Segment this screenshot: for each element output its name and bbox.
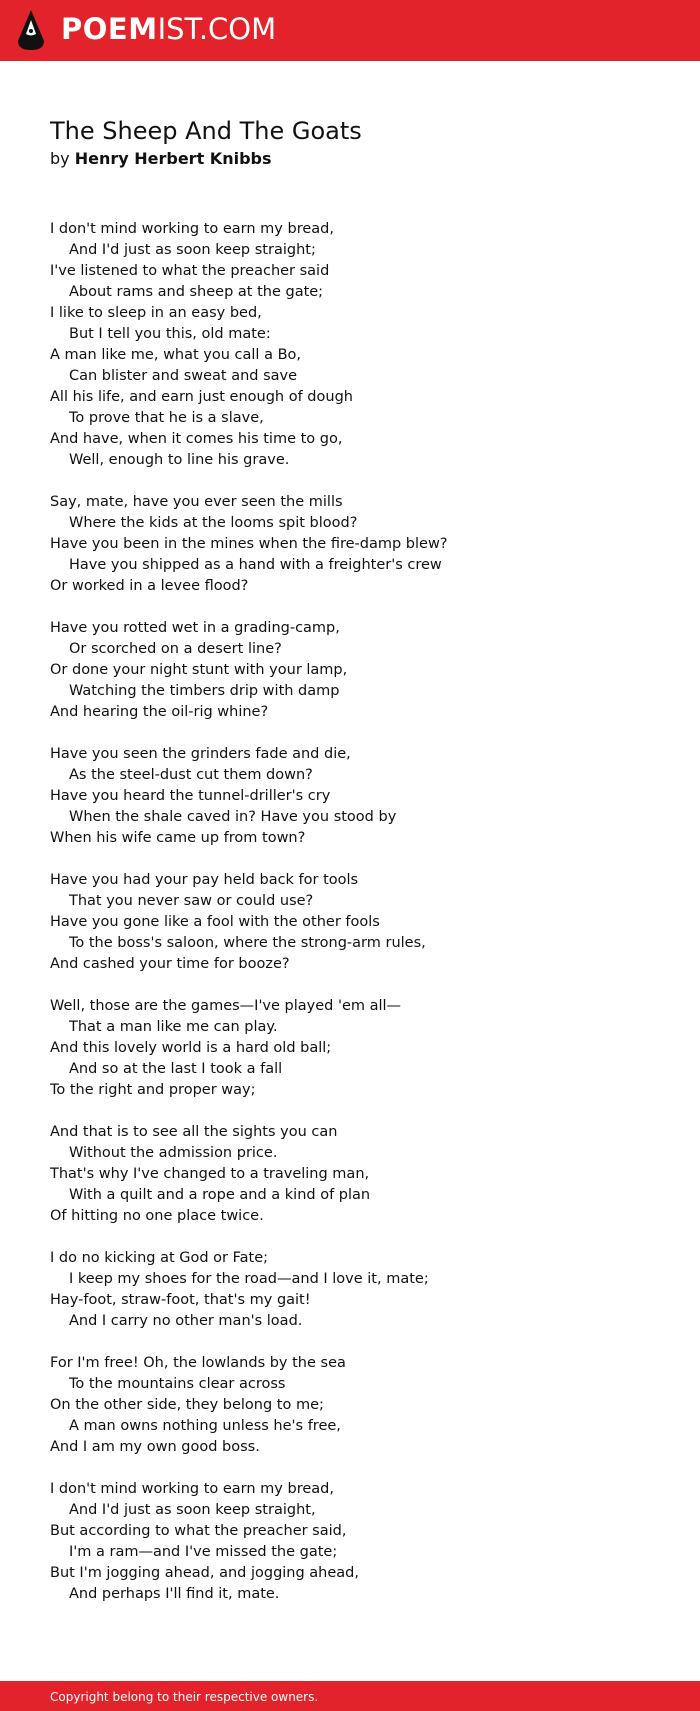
byline-prefix: by bbox=[50, 149, 70, 168]
poem-line: A man owns nothing unless he's free, bbox=[69, 1418, 341, 1434]
poem-line: All his life, and earn just enough of dough bbox=[50, 389, 353, 405]
poem-line: Have you heard the tunnel-driller's cry bbox=[50, 788, 331, 804]
poem-line: And that is to see all the sights you can bbox=[50, 1124, 338, 1140]
poem-stanza bbox=[50, 492, 670, 597]
poem-line: About rams and sheep at the gate; bbox=[69, 284, 324, 300]
poem-line: When his wife came up from town? bbox=[50, 830, 306, 846]
site-header bbox=[0, 0, 700, 61]
copyright-text: Copyright belong to their respective owners. bbox=[50, 1690, 319, 1704]
poem-line: Say, mate, have you ever seen the mills bbox=[50, 494, 343, 510]
poem-line: And hearing the oil-rig whine? bbox=[50, 704, 269, 720]
poem-line: I keep my shoes for the road—and I love it, mate; bbox=[69, 1271, 429, 1287]
poem-line: To prove that he is a slave, bbox=[69, 410, 264, 426]
poem-line: Of hitting no one place twice. bbox=[50, 1208, 264, 1224]
poem-line: Watching the timbers drip with damp bbox=[69, 683, 340, 699]
poem-line: And I'd just as soon keep straight, bbox=[69, 1502, 316, 1518]
poem-byline bbox=[50, 147, 272, 171]
poem-title: The Sheep And The Goats bbox=[50, 117, 362, 145]
poem-line: Where the kids at the looms spit blood? bbox=[69, 515, 358, 531]
poem-line: That a man like me can play. bbox=[69, 1019, 278, 1035]
poem-line: Have you rotted wet in a grading-camp, bbox=[50, 620, 340, 636]
poem-stanza bbox=[50, 870, 670, 975]
poem-line: On the other side, they belong to me; bbox=[50, 1397, 324, 1413]
poem-line: Hay-foot, straw-foot, that's my gait! bbox=[50, 1292, 311, 1308]
poem-line: I don't mind working to earn my bread, bbox=[50, 1481, 334, 1497]
poem-stanza bbox=[50, 1248, 670, 1332]
poem-stanza bbox=[50, 996, 670, 1101]
site-logo-link[interactable] bbox=[61, 11, 276, 47]
poem-stanza bbox=[50, 1122, 670, 1227]
poem-line: Have you had your pay held back for tools bbox=[50, 872, 359, 888]
brand-light-text: IST.COM bbox=[157, 12, 277, 46]
poem-stanza bbox=[50, 744, 670, 849]
poem-line: I'm a ram—and I've missed the gate; bbox=[69, 1544, 338, 1560]
poem-line: A man like me, what you call a Bo, bbox=[50, 347, 301, 363]
pen-nib-logo-icon[interactable] bbox=[17, 9, 45, 51]
author-link[interactable]: Henry Herbert Knibbs bbox=[74, 149, 272, 168]
poem-line: As the steel-dust cut them down? bbox=[69, 767, 313, 783]
poem-line: I've listened to what the preacher said bbox=[50, 263, 330, 279]
poem-line: To the mountains clear across bbox=[69, 1376, 286, 1392]
poem-line: But I tell you this, old mate: bbox=[69, 326, 271, 342]
poem-line: But according to what the preacher said, bbox=[50, 1523, 347, 1539]
poem-line: Have you been in the mines when the fire-damp blew? bbox=[50, 536, 448, 552]
poem-stanza bbox=[50, 1353, 670, 1458]
poem-line: For I'm free! Oh, the lowlands by the sea bbox=[50, 1355, 346, 1371]
poem-line: Or worked in a levee flood? bbox=[50, 578, 249, 594]
poem-line: And this lovely world is a hard old ball; bbox=[50, 1040, 332, 1056]
poem-line: Without the admission price. bbox=[69, 1145, 278, 1161]
poem-stanza bbox=[50, 1479, 670, 1605]
poem-line: And perhaps I'll find it, mate. bbox=[69, 1586, 280, 1602]
poem-line: And I carry no other man's load. bbox=[69, 1313, 303, 1329]
poem-line: Or done your night stunt with your lamp, bbox=[50, 662, 348, 678]
poem-line: I do no kicking at God or Fate; bbox=[50, 1250, 268, 1266]
poem-line: Have you seen the grinders fade and die, bbox=[50, 746, 351, 762]
poem-line: But I'm jogging ahead, and jogging ahead, bbox=[50, 1565, 359, 1581]
poem-line: That you never saw or could use? bbox=[69, 893, 314, 909]
poem-line: Or scorched on a desert line? bbox=[69, 641, 282, 657]
poem-line: To the right and proper way; bbox=[50, 1082, 256, 1098]
poem-line: Can blister and sweat and save bbox=[69, 368, 298, 384]
site-footer bbox=[0, 1681, 700, 1711]
poem-line: Have you shipped as a hand with a freighter's crew bbox=[69, 557, 442, 573]
poem-line: To the boss's saloon, where the strong-arm rules, bbox=[69, 935, 426, 951]
poem-stanza bbox=[50, 219, 670, 471]
poem-line: That's why I've changed to a traveling man, bbox=[50, 1166, 370, 1182]
poem-line: And I am my own good boss. bbox=[50, 1439, 260, 1455]
poem-line: And cashed your time for booze? bbox=[50, 956, 290, 972]
poem-line: I don't mind working to earn my bread, bbox=[50, 221, 334, 237]
poem-body bbox=[50, 219, 670, 1626]
poem-line: With a quilt and a rope and a kind of plan bbox=[69, 1187, 371, 1203]
poem-line: When the shale caved in? Have you stood by bbox=[69, 809, 397, 825]
poem-line: And so at the last I took a fall bbox=[69, 1061, 283, 1077]
poem-line: And have, when it comes his time to go, bbox=[50, 431, 343, 447]
poem-stanza bbox=[50, 618, 670, 723]
poem-line: Well, those are the games—I've played 'em all— bbox=[50, 998, 402, 1014]
poem-line: Have you gone like a fool with the other fools bbox=[50, 914, 380, 930]
brand-bold-text: POEM bbox=[61, 12, 158, 46]
poem-line: I like to sleep in an easy bed, bbox=[50, 305, 262, 321]
poem-line: And I'd just as soon keep straight; bbox=[69, 242, 316, 258]
poem-line: Well, enough to line his grave. bbox=[69, 452, 290, 468]
